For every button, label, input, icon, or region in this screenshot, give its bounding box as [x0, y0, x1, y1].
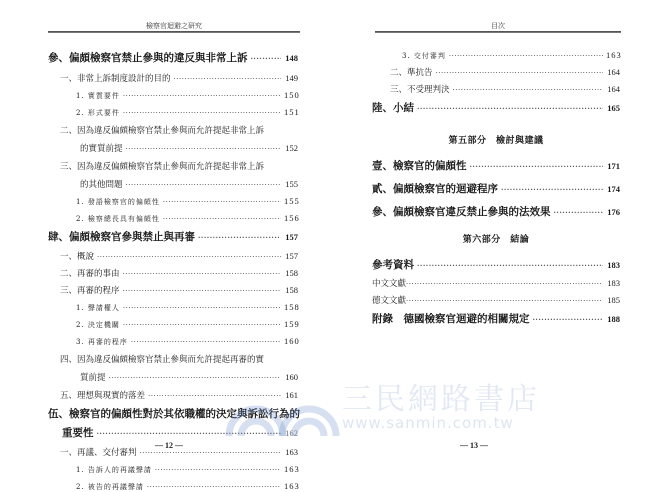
dot-leader — [436, 69, 603, 77]
toc-page-number: 158 — [284, 302, 300, 312]
dot-leader — [123, 109, 281, 117]
toc-entry-label: 1. 發語檢察官的偏頗性 — [76, 198, 160, 206]
toc-page-number: 164 — [607, 84, 620, 94]
part-heading: 第五部分 檢討與建議 — [448, 136, 544, 146]
part-heading: 第六部分 結論 — [462, 235, 530, 245]
toc-page-number: 151 — [284, 107, 300, 117]
watermark-url: www.sanmin.com.tw — [342, 414, 514, 432]
toc-page-number: 161 — [285, 390, 298, 400]
toc-entry-label: 一、概說 — [60, 252, 95, 262]
toc-entry — [48, 336, 298, 347]
dot-leader — [109, 374, 281, 382]
toc-entry — [48, 284, 298, 296]
dot-leader — [406, 297, 603, 305]
toc-entry — [48, 107, 298, 118]
dot-leader — [97, 429, 282, 438]
toc-entry-first-line: 二、因為違反偏頗檢察官禁止參與而允許提起非常上訴 — [60, 126, 265, 136]
toc-entry — [372, 181, 620, 196]
toc-page-number: 163 — [285, 447, 298, 457]
toc-entry-first-line: 伍、檢察官的偏頗性對於其依職權的決定與訴訟行為的 — [48, 408, 300, 420]
dot-leader — [470, 162, 604, 171]
toc-entry — [372, 204, 620, 219]
toc-page-number: 160 — [284, 336, 300, 346]
toc-entry-first-line: 三、因為違反偏頗檢察官禁止參與而允許提起非常上訴 — [60, 162, 265, 172]
table-of-contents — [372, 50, 620, 326]
toc-page-number: 171 — [607, 161, 620, 171]
toc-entry — [372, 50, 620, 61]
toc-page-number: 163 — [284, 464, 300, 474]
left-page — [0, 0, 325, 491]
toc-entry — [48, 142, 298, 154]
toc-entry-label: 1. 實質要件 — [76, 92, 120, 100]
toc-entry-label: 3. 交付審判 — [402, 52, 446, 60]
dot-leader — [140, 449, 281, 457]
toc-entry-label: 2. 檢察總長具有偏頗性 — [76, 215, 160, 223]
toc-page-number: 158 — [285, 268, 298, 278]
toc-entry-label: 二、準抗告 — [390, 68, 433, 78]
toc-entry-label: 2. 決定機關 — [76, 321, 120, 329]
dot-leader — [554, 208, 604, 217]
toc-entry-label: 五、理想與現實的落差 — [60, 391, 146, 401]
toc-entry-label: 3. 再審的程序 — [76, 338, 128, 346]
toc-page-number: 163 — [284, 481, 300, 491]
toc-entry — [48, 302, 298, 313]
toc-entry — [372, 83, 620, 95]
toc-page-number: 149 — [285, 73, 298, 83]
toc-page-number: 164 — [607, 67, 620, 77]
toc-entry — [48, 481, 298, 492]
toc-page-number: 158 — [285, 285, 298, 295]
toc-entry-label: 2. 形式要件 — [76, 109, 120, 117]
dot-leader — [123, 270, 281, 278]
toc-entry-label: 的實質前提 — [80, 144, 123, 154]
toc-entry — [48, 229, 298, 244]
toc-entry-label: 德文文獻 — [372, 296, 407, 306]
dot-leader — [123, 304, 281, 312]
dot-leader — [123, 287, 281, 295]
toc-page-number: 152 — [285, 143, 298, 153]
toc-entry — [48, 267, 298, 279]
toc-page-number: 183 — [607, 260, 620, 270]
toc-page-number: 157 — [285, 232, 298, 242]
toc-page-number: 176 — [607, 207, 620, 217]
header-rule — [375, 31, 621, 33]
toc-entry-label: 陸、小結 — [372, 102, 414, 114]
toc-entry-label: 參考資料 — [372, 259, 414, 271]
toc-page-number: 162 — [285, 428, 298, 438]
toc-entry-label: 三、再審的程序 — [60, 286, 120, 296]
toc-page-number: 157 — [285, 251, 298, 261]
dot-leader — [126, 181, 281, 189]
toc-entry-first-line: 四、因為違反偏頗檢察官禁止參與而允許提起再審的實 — [60, 355, 265, 365]
running-head: 檢察官迴避之研究 — [146, 22, 202, 30]
toc-page-number: 155 — [285, 179, 298, 189]
table-of-contents — [48, 50, 298, 492]
toc-entry-label: 肆、偏頗檢察官參與禁止與再審 — [48, 231, 195, 243]
toc-entry — [372, 294, 620, 306]
toc-entry — [372, 257, 620, 272]
dot-leader — [126, 145, 281, 153]
toc-entry — [48, 319, 298, 330]
toc-entry — [48, 50, 298, 65]
toc-page-number: 183 — [607, 278, 620, 288]
dot-leader — [251, 54, 282, 63]
dot-leader — [198, 233, 281, 242]
right-page — [325, 0, 650, 466]
dot-leader — [131, 338, 281, 346]
toc-page-number: 159 — [284, 319, 300, 329]
toc-entry-label: 的其他問題 — [80, 180, 123, 190]
dot-leader — [417, 104, 603, 113]
toc-entry-label: 2. 被告的再議聲請 — [76, 483, 144, 491]
toc-entry — [372, 100, 620, 115]
toc-page-number: 156 — [284, 213, 300, 223]
toc-entry-label: 附錄 德國檢察官迴避的相關規定 — [372, 313, 530, 325]
toc-page-number: 165 — [607, 103, 620, 113]
toc-entry-label: 一、再議、交付審判 — [60, 448, 137, 458]
toc-entry — [48, 425, 298, 440]
toc-page-number: 155 — [284, 196, 300, 206]
toc-entry — [48, 90, 298, 101]
toc-entry — [372, 311, 620, 326]
toc-entry — [372, 158, 620, 173]
toc-page-number: 150 — [284, 90, 300, 100]
toc-entry-label: 1. 告訴人的再議聲請 — [76, 466, 152, 474]
toc-page-number: 148 — [285, 53, 298, 63]
toc-page-number: 174 — [607, 184, 620, 194]
toc-entry — [48, 72, 298, 84]
toc-page-number: 188 — [607, 314, 620, 324]
toc-entry-label: 重要性 — [62, 427, 94, 439]
watermark-text: 三民網路書店 — [342, 382, 540, 417]
dot-leader — [123, 321, 281, 329]
toc-entry — [48, 371, 298, 383]
dot-leader — [174, 75, 281, 83]
dot-leader — [163, 198, 281, 206]
dot-leader — [406, 280, 603, 288]
toc-entry-label: 質前提 — [80, 373, 106, 383]
toc-entry — [48, 250, 298, 262]
toc-entry-label: 1. 聲請權人 — [76, 304, 120, 312]
dot-leader — [453, 86, 603, 94]
dot-leader — [147, 483, 281, 491]
toc-entry-label: 二、再審的事由 — [60, 269, 120, 279]
toc-entry-label: 一、非常上訴制度設計的目的 — [60, 74, 171, 84]
toc-entry-label: 三、不受理判決 — [390, 85, 450, 95]
toc-entry-label: 貳、偏頗檢察官的迴避程序 — [372, 183, 498, 195]
dot-leader — [123, 92, 281, 100]
toc-entry-label: 壹、檢察官的偏頗性 — [372, 160, 467, 172]
dot-leader — [97, 253, 281, 261]
toc-page-number: 185 — [607, 295, 620, 305]
toc-entry — [48, 389, 298, 401]
page-number: — 13 — — [460, 441, 488, 450]
toc-entry — [48, 196, 298, 207]
header-rule — [48, 31, 300, 33]
toc-entry — [372, 277, 620, 289]
dot-leader — [449, 52, 603, 60]
dot-leader — [155, 466, 281, 474]
toc-entry — [372, 66, 620, 78]
dot-leader — [417, 261, 603, 270]
dot-leader — [533, 315, 604, 324]
toc-entry-label: 參、偏頗檢察官違反禁止參與的法效果 — [372, 206, 551, 218]
toc-entry — [48, 213, 298, 224]
dot-leader — [163, 215, 281, 223]
toc-entry — [48, 178, 298, 190]
dot-leader — [501, 185, 603, 194]
page-number: — 12 — — [155, 441, 183, 450]
dot-leader — [148, 392, 281, 400]
running-head: 目次 — [491, 22, 505, 30]
toc-entry-label: 參、偏頗檢察官禁止參與的違反與非常上訴 — [48, 52, 248, 64]
toc-entry-label: 中文文獻 — [372, 279, 407, 289]
toc-page-number: 163 — [606, 50, 622, 60]
toc-page-number: 160 — [285, 372, 298, 382]
